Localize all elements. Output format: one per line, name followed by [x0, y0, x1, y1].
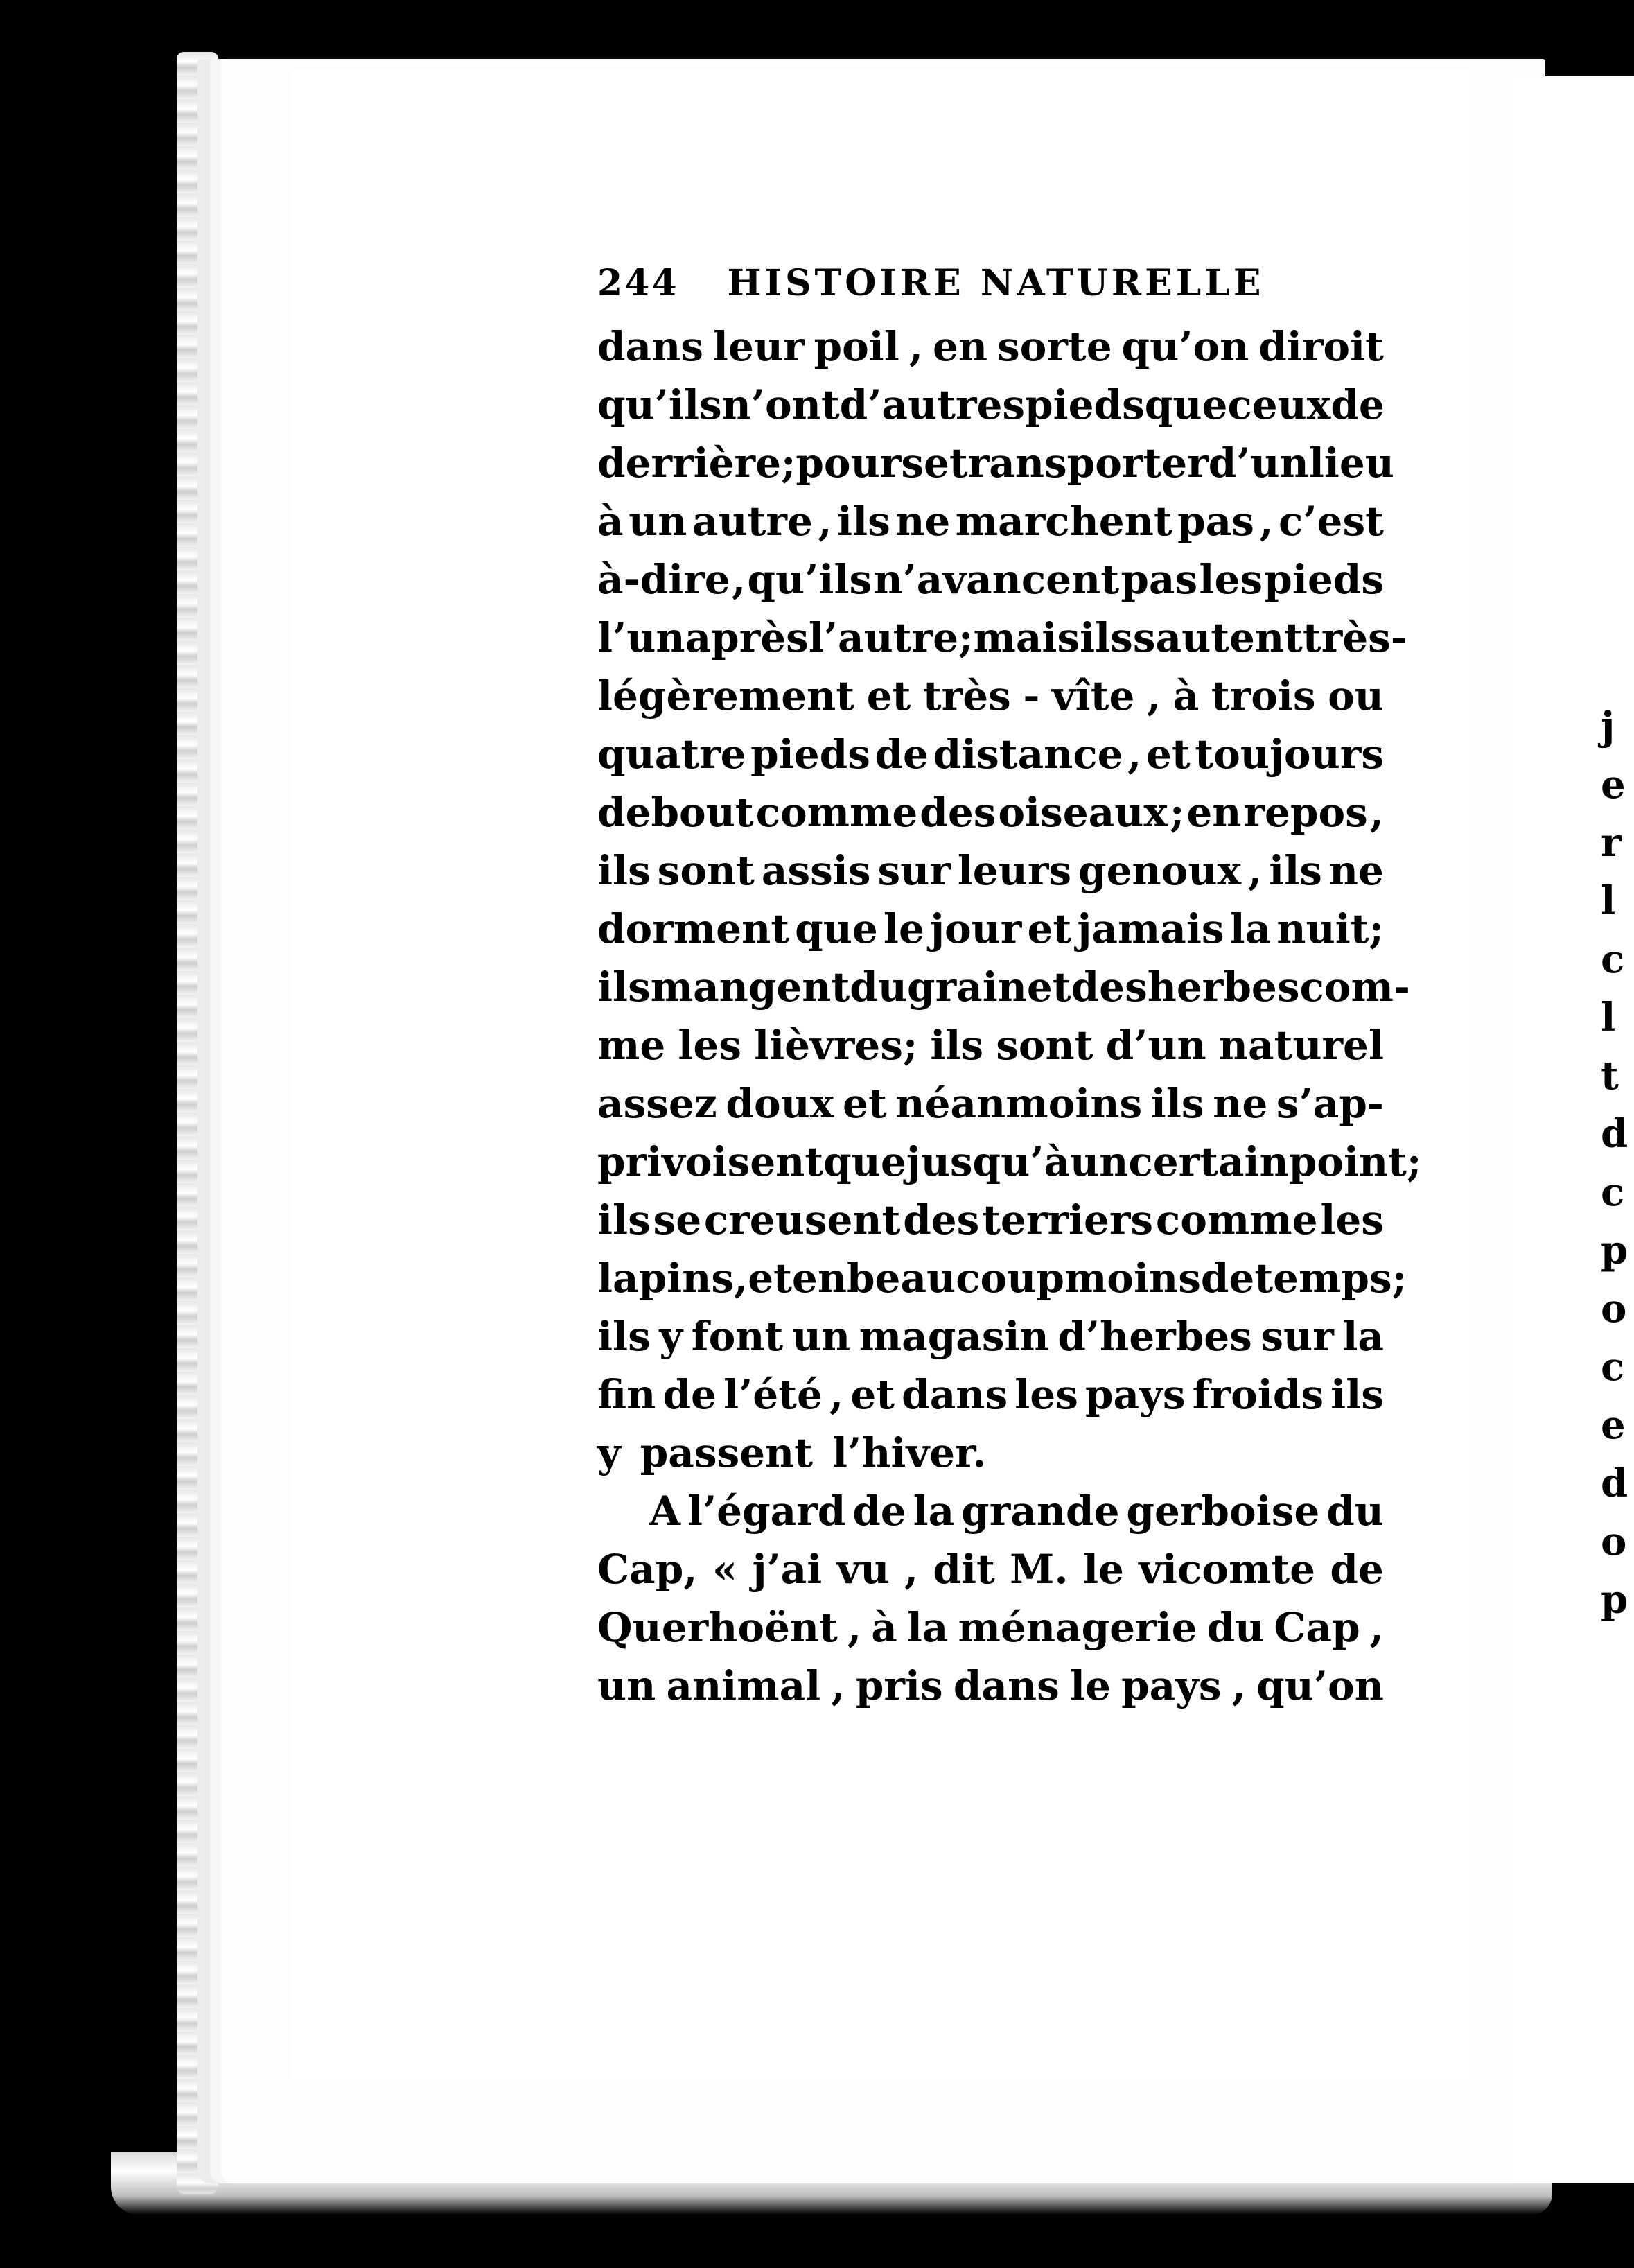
word: très- [1302, 614, 1407, 661]
word: un [629, 498, 687, 545]
word: sont [657, 847, 755, 894]
word: qu’ils [597, 381, 722, 428]
word: c’est [1279, 498, 1384, 545]
word: à [871, 1604, 897, 1651]
word: dans [902, 1371, 1008, 1418]
right-page-letter: l [1601, 995, 1616, 1040]
word: de [1330, 1546, 1384, 1593]
word: les [1014, 1371, 1078, 1418]
word: passent [640, 1429, 814, 1476]
text-line [597, 1074, 1384, 1133]
word: et [1027, 905, 1072, 952]
word: l’été [723, 1371, 823, 1418]
word: du [850, 963, 908, 1011]
word: debout [597, 789, 754, 836]
word: l’hiver. [832, 1429, 987, 1476]
word: vu [836, 1546, 890, 1593]
word: mais [973, 614, 1080, 661]
word: ceux [1227, 381, 1331, 428]
word: ; [1169, 789, 1185, 836]
word: vîte [1051, 672, 1135, 719]
word: doux [726, 1080, 834, 1127]
right-page-letter: o [1601, 1286, 1627, 1332]
right-page-letter: e [1601, 762, 1626, 808]
word: privoisent [597, 1138, 824, 1185]
word: d’herbes [1057, 1313, 1252, 1360]
text-line [597, 317, 1384, 376]
text-block [597, 262, 1422, 1715]
right-page-letter: p [1601, 1577, 1628, 1623]
word: lieu [1308, 439, 1394, 487]
word: ne [895, 498, 951, 545]
word: herbes [1147, 963, 1300, 1011]
word: pris [855, 1662, 943, 1709]
text-line [597, 434, 1394, 492]
running-head [597, 262, 1384, 317]
word: y [659, 1313, 683, 1360]
word: , [818, 498, 832, 545]
word: , [1369, 789, 1384, 836]
body-text [597, 317, 1422, 1715]
word: le [883, 905, 924, 952]
word: - [1023, 672, 1040, 719]
word: la [1229, 905, 1272, 952]
word: M. [1010, 1546, 1069, 1593]
word: l’un [597, 614, 685, 661]
word: , [1146, 672, 1161, 719]
word: assez [597, 1080, 717, 1127]
text-line [597, 1133, 1422, 1191]
word: n’ont [721, 381, 840, 428]
running-head-title: HISTOIRE NATURELLE [727, 262, 1265, 304]
word: moins [1064, 1255, 1201, 1302]
right-page-letter: c [1601, 1169, 1625, 1215]
word: de [1330, 381, 1385, 428]
word: grande [961, 1488, 1120, 1535]
word: les [1320, 1196, 1384, 1244]
word: dit [933, 1546, 995, 1593]
word: font [691, 1313, 784, 1360]
word: néanmoins [895, 1080, 1143, 1127]
word: diroit [1258, 323, 1384, 370]
text-line [597, 1657, 1384, 1715]
word: se [653, 1196, 702, 1244]
word: et [850, 1371, 895, 1418]
word: s’ap- [1276, 1080, 1384, 1127]
word: un [597, 1662, 656, 1709]
word: sur [1260, 1313, 1334, 1360]
right-page-letter: d [1601, 1460, 1628, 1506]
text-line [597, 1424, 1384, 1482]
word: comme [755, 789, 918, 836]
word: j’ai [752, 1546, 823, 1593]
word: Cap [1274, 1604, 1360, 1651]
word: l’autre; [808, 614, 974, 661]
right-page-letter: c [1601, 1344, 1625, 1390]
word: sorte [997, 323, 1112, 370]
word: trois [1211, 672, 1316, 719]
word: dorment [597, 905, 790, 952]
word: naturel [1218, 1022, 1384, 1069]
text-line [597, 1366, 1384, 1424]
word: , [1259, 498, 1274, 545]
word: mangent [650, 963, 850, 1011]
word: jamais [1077, 905, 1224, 952]
word: derrière; [597, 439, 796, 487]
word: point; [1288, 1138, 1422, 1185]
word: après [685, 614, 809, 661]
word: beaucoup [847, 1255, 1064, 1302]
word: transporter [949, 439, 1209, 487]
right-page-letter: c [1601, 936, 1625, 982]
word: temps [1254, 1255, 1392, 1302]
word: ils [1080, 614, 1133, 661]
word: gerboise [1126, 1488, 1320, 1535]
word: et [843, 1080, 887, 1127]
word: des [1071, 963, 1148, 1011]
word: ils [597, 847, 651, 894]
word: « [712, 1546, 738, 1593]
word: sautent [1132, 614, 1303, 661]
word: creusent [703, 1196, 901, 1244]
word: terriers [982, 1196, 1154, 1244]
word: que [1144, 381, 1228, 428]
word: de [875, 731, 929, 778]
word: ils [597, 1313, 651, 1360]
word: la [913, 1488, 955, 1535]
word: pas [1177, 498, 1254, 545]
word: de [662, 1371, 717, 1418]
word: , [847, 1604, 862, 1651]
right-page-letter: t [1601, 1053, 1619, 1099]
word: le [1082, 1546, 1124, 1593]
text-line [597, 1598, 1384, 1657]
word: pas [1121, 556, 1198, 603]
word: et [1026, 963, 1071, 1011]
word: pieds [1264, 556, 1384, 603]
word: et [866, 672, 911, 719]
word: pieds [1025, 381, 1145, 428]
word: le [1069, 1662, 1111, 1709]
word: des [920, 789, 996, 836]
word: froids [1192, 1371, 1324, 1418]
word: ménagerie [958, 1604, 1197, 1651]
word: , [1127, 731, 1142, 778]
word: légèrement [597, 672, 855, 719]
text-line [597, 900, 1384, 958]
word: nuit; [1276, 905, 1384, 952]
word: , [1369, 1604, 1384, 1651]
word: magasin [859, 1313, 1049, 1360]
text-line [597, 376, 1384, 434]
word: pays [1084, 1371, 1186, 1418]
word: , [1248, 847, 1263, 894]
word: assis [761, 847, 871, 894]
text-line [597, 1016, 1384, 1074]
word: ils [597, 963, 651, 1011]
text-line [597, 492, 1384, 550]
word: genoux [1078, 847, 1242, 894]
word: et [748, 1255, 792, 1302]
text-line [597, 1191, 1384, 1249]
word: pour [796, 439, 902, 487]
word: en [791, 1255, 847, 1302]
right-page-letter: e [1601, 1402, 1626, 1448]
word: leurs [957, 847, 1072, 894]
word: qu’ils [747, 556, 872, 603]
word: n’avancent [873, 556, 1120, 603]
word: l’égard [687, 1488, 846, 1535]
word: ou [1328, 672, 1384, 719]
text-line [597, 1482, 1384, 1540]
right-page-letter: p [1601, 1228, 1628, 1273]
text-line [597, 841, 1384, 900]
word: que [823, 1138, 906, 1185]
word: très [922, 672, 1011, 719]
word: ils [1150, 1080, 1204, 1127]
word: du [1326, 1488, 1384, 1535]
word: pieds [750, 731, 870, 778]
word: vicomte [1139, 1546, 1316, 1593]
word: sur [877, 847, 951, 894]
word: quatre [597, 731, 746, 778]
word: dans [953, 1662, 1060, 1709]
text-line [597, 958, 1410, 1016]
word: ils [1330, 1371, 1384, 1418]
word: un [1070, 1138, 1129, 1185]
word: ne [1213, 1080, 1268, 1127]
word: la [1342, 1313, 1384, 1360]
word: pays [1121, 1662, 1222, 1709]
word: lapins, [597, 1255, 748, 1302]
word: la [906, 1604, 949, 1651]
word: distance [933, 731, 1123, 778]
text-line [597, 783, 1384, 841]
word: Cap, [597, 1546, 698, 1593]
word: se [901, 439, 949, 487]
page-number: 244 [597, 262, 679, 304]
word: autre [692, 498, 813, 545]
word: Querhoënt [597, 1604, 838, 1651]
word: toujours [1195, 731, 1384, 778]
word: , [904, 1546, 919, 1593]
word: marchent [955, 498, 1172, 545]
word: à [1172, 672, 1200, 719]
text-line [597, 667, 1384, 725]
word: dans [597, 323, 703, 370]
word: ils [1269, 847, 1322, 894]
word: à [597, 498, 624, 545]
word: de [852, 1488, 906, 1535]
text-line [597, 725, 1384, 783]
word: com- [1299, 963, 1410, 1011]
word: me [597, 1022, 666, 1069]
word: les [678, 1022, 741, 1069]
word: fin [597, 1371, 656, 1418]
word: jour [929, 905, 1022, 952]
word: ; [1391, 1255, 1407, 1302]
word: , [829, 1371, 844, 1418]
word: jusqu’à [906, 1138, 1071, 1185]
word: repos [1243, 789, 1368, 836]
text-line [597, 1307, 1384, 1366]
text-line [597, 609, 1407, 667]
word: oiseaux [998, 789, 1168, 836]
word: du [1206, 1604, 1265, 1651]
right-page-letter: j [1601, 704, 1615, 749]
word: comme [1155, 1196, 1318, 1244]
word: ne [1328, 847, 1384, 894]
right-page-letter: o [1601, 1519, 1627, 1564]
right-page-letter: r [1601, 820, 1622, 866]
word: poil [814, 323, 899, 370]
word: les [1199, 556, 1263, 603]
word: qu’on [1256, 1662, 1384, 1709]
word: ils [597, 1196, 651, 1244]
word: , [732, 556, 746, 603]
word: certain [1128, 1138, 1289, 1185]
word: , [908, 323, 924, 370]
word: un [791, 1313, 851, 1360]
text-line [597, 550, 1384, 609]
text-line [597, 1540, 1384, 1598]
word: animal [666, 1662, 821, 1709]
word: en [932, 323, 988, 370]
word: ils [837, 498, 890, 545]
word: que [795, 905, 878, 952]
word: sont [996, 1022, 1093, 1069]
word: A [649, 1488, 681, 1535]
right-page-letter: l [1601, 878, 1616, 924]
word: lièvres; [754, 1022, 918, 1069]
right-page-letter: d [1601, 1111, 1628, 1157]
word: qu’on [1121, 323, 1249, 370]
word: leur [712, 323, 805, 370]
word: y [597, 1429, 621, 1476]
word: , [1231, 1662, 1246, 1709]
word: de [1200, 1255, 1255, 1302]
word: en [1186, 789, 1242, 836]
word: à-dire [597, 556, 730, 603]
word: , [831, 1662, 845, 1709]
text-line [597, 1249, 1407, 1307]
word: grain [907, 963, 1027, 1011]
word: et [1145, 731, 1191, 778]
word: d’autres [839, 381, 1026, 428]
word: d’un [1208, 439, 1309, 487]
word: ils [930, 1022, 984, 1069]
word: des [903, 1196, 980, 1244]
word: d’un [1105, 1022, 1206, 1069]
